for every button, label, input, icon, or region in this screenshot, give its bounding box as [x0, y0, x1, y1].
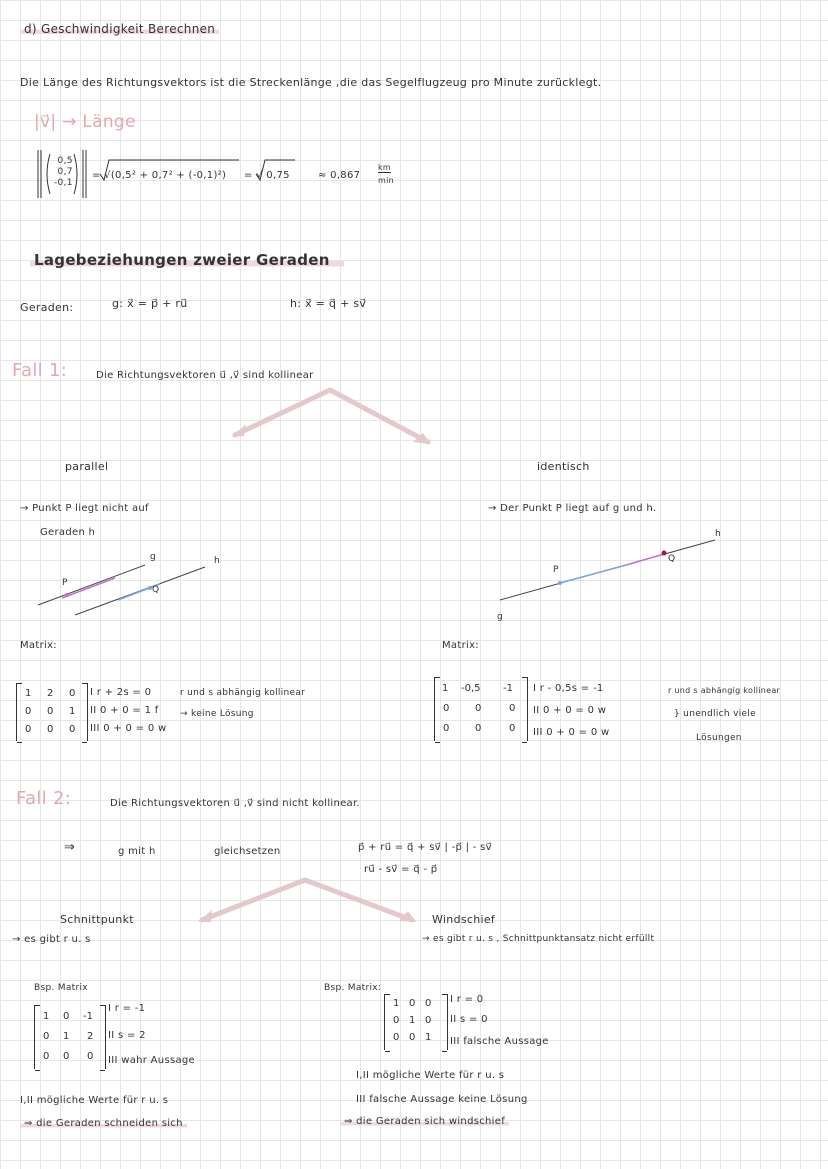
- parallel-title: parallel: [65, 460, 109, 473]
- parallel-label-h: h: [214, 556, 221, 566]
- schnittpunkt-note: → es gibt r u. s: [12, 934, 91, 945]
- windschief-concl2: III falsche Aussage keine Lösung: [356, 1094, 528, 1105]
- parallel-label-p: P: [62, 578, 68, 588]
- windschief-row-3: III falsche Aussage: [450, 1036, 549, 1047]
- schnittpunkt-row-1: I r = -1: [108, 1003, 146, 1014]
- section-d-title: d) Geschwindigkeit Berechnen: [20, 22, 219, 36]
- identical-label-p: P: [553, 565, 559, 575]
- fall2-desc: Die Richtungsvektoren u⃗ ,v⃗ sind nicht kollinear.: [110, 798, 360, 809]
- parallel-label-g: g: [150, 552, 157, 562]
- windschief-bsp: Bsp. Matrix:: [324, 983, 382, 993]
- geraden-label: Geraden:: [20, 301, 74, 314]
- identical-comment2: } unendlich viele: [674, 709, 756, 719]
- schnittpunkt-matrix: 1 0 -1 0 1 2 0 0 0: [34, 1005, 106, 1069]
- schnittpunkt-concl1: I,II mögliche Werte für r u. s: [20, 1095, 169, 1106]
- h-equation: h: x⃗ = q⃗ + sv⃗: [290, 297, 367, 310]
- unit-den: min: [378, 176, 394, 185]
- parallel-row-2: II 0 + 0 = 1 f: [90, 705, 159, 716]
- eq-sqrt: = √(0,5² + 0,7² + (-0,1)²): [92, 170, 227, 181]
- identical-matrix-label: Matrix:: [442, 640, 479, 651]
- identical-row-2: II 0 + 0 = 0 w: [533, 705, 607, 716]
- parallel-comment2: → keine Lösung: [180, 709, 254, 719]
- windschief-title: Windschief: [432, 913, 496, 926]
- identical-title: identisch: [537, 460, 590, 473]
- parallel-note2: Geraden h: [40, 527, 96, 538]
- vector-column: 0,5 0,7 -0,1: [54, 156, 73, 188]
- schnittpunkt-bsp: Bsp. Matrix: [34, 983, 88, 993]
- identical-label-q: Q: [668, 554, 676, 564]
- parallel-comment1: r und s abhängig kollinear: [180, 688, 306, 698]
- windschief-note: → es gibt r u. s , Schnittpunktansatz nicht erfüllt: [422, 934, 655, 944]
- fall2-gleich1: g mit h: [118, 846, 156, 857]
- fall1-desc: Die Richtungsvektoren u⃗ ,v⃗ sind kollinear: [96, 370, 314, 381]
- windschief-concl3: ⇒ die Geraden sich windschief: [340, 1116, 509, 1127]
- fall2-split-arrows: [202, 880, 412, 920]
- schnittpunkt-row-2: II s = 2: [108, 1030, 146, 1041]
- parallel-lines: [38, 565, 205, 615]
- norm-label: |v⃗| → Länge: [34, 112, 136, 132]
- parallel-row-1: I r + 2s = 0: [90, 687, 152, 698]
- g-equation: g: x⃗ = p⃗ + ru⃗: [112, 297, 188, 310]
- windschief-row-2: II s = 0: [450, 1014, 488, 1025]
- schnittpunkt-title: Schnittpunkt: [60, 913, 134, 926]
- identical-comment3: Lösungen: [696, 733, 742, 743]
- fall2-label: Fall 2:: [16, 788, 72, 809]
- parallel-label-q: Q: [152, 585, 160, 595]
- lage-title: Lagebeziehungen zweier Geraden: [30, 251, 344, 269]
- fall2-eq2: ru⃗ - sv⃗ = q⃗ - p⃗: [364, 864, 438, 875]
- fall2-eq1: p⃗ + ru⃗ = q⃗ + sv⃗ | -p⃗ | - sv⃗: [358, 842, 492, 853]
- fall2-gleich2: gleichsetzen: [214, 846, 281, 857]
- fall1-split-arrows: [235, 390, 428, 442]
- windschief-row-1: I r = 0: [450, 994, 484, 1005]
- section-d-desc: Die Länge des Richtungsvektors ist die Streckenlänge ,die das Segelflugzeug pro Minute zurücklegt.: [20, 76, 602, 89]
- identical-row-3: III 0 + 0 = 0 w: [533, 727, 610, 738]
- windschief-matrix: 1 0 0 0 1 0 0 0 1: [384, 994, 448, 1050]
- schnittpunkt-concl2: ⇒ die Geraden schneiden sich: [20, 1118, 187, 1129]
- parallel-matrix: 1 2 0 0 0 1 0 0 0: [16, 683, 88, 741]
- windschief-concl1: I,II mögliche Werte für r u. s: [356, 1070, 505, 1081]
- parallel-note1: → Punkt P liegt nicht auf: [20, 503, 149, 514]
- eq-approx: ≈ 0,867: [318, 170, 361, 181]
- eq-val: = √ 0,75: [244, 170, 290, 181]
- schnittpunkt-row-3: III wahr Aussage: [108, 1055, 195, 1066]
- identical-label-g: g: [497, 612, 504, 622]
- identical-matrix: 1 -0,5 -1 0 0 0 0 0 0: [434, 677, 528, 741]
- parallel-matrix-label: Matrix:: [20, 640, 57, 651]
- identical-row-1: I r - 0,5s = -1: [533, 683, 604, 694]
- unit-num: km: [378, 163, 392, 172]
- fall2-implies: ⇒: [64, 840, 76, 855]
- identical-note: → Der Punkt P liegt auf g und h.: [488, 503, 657, 514]
- parallel-row-3: III 0 + 0 = 0 w: [90, 723, 167, 734]
- fall1-label: Fall 1:: [12, 360, 68, 381]
- identical-comment1: r und s abhängig kollinear: [668, 686, 781, 695]
- identical-label-h: h: [715, 529, 722, 539]
- identical-lines: [500, 540, 715, 600]
